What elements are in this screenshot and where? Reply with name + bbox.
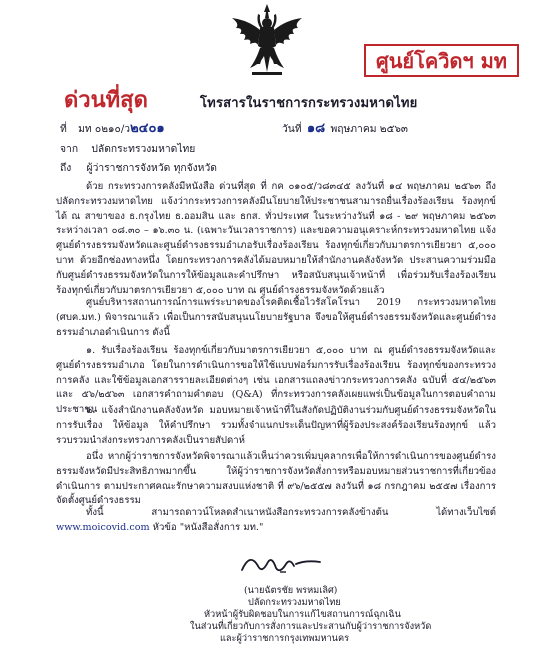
body-paragraph-4-text: ๒. แจ้งสำนักงานคลังจังหวัด มอบหมายเจ้าหน้าที่ในสังกัดปฏิบัติงานร่วมกับศูนย์ดำรงธรรมจังหวัดในการรับเรื่อง ให้ข้อมูล ให้คำปรึกษา รวมทั้งจำแนกประเด็นปัญหาที่ผู้ร้องประสงค์ร้องเรียนร้องทุกข์ แล้วรวบรวมนำส่งกระทรวงการคลังเป็นรายสัปดาห์ bbox=[56, 405, 496, 446]
doc-number-label: ที่ bbox=[60, 123, 67, 135]
to-value: ผู้ว่าราชการจังหวัด ทุกจังหวัด bbox=[86, 162, 217, 174]
signer-position: ปลัดกระทรวงมหาดไทย bbox=[248, 597, 341, 608]
document-title: โทรสารในราชการกระทรวงมหาดไทย bbox=[200, 96, 418, 111]
signer-role-1: หัวหน้าผู้รับผิดชอบในการแก้ไขสถานการณ์ฉุกเฉิน bbox=[204, 609, 401, 620]
body-paragraph-6-tail: หัวข้อ "หนังสือสั่งการ มท." bbox=[152, 521, 264, 533]
doc-number-handwritten: ๒๔๐๑ bbox=[130, 121, 165, 136]
website-link[interactable]: www.moicovid.com bbox=[56, 521, 150, 533]
body-paragraph-5-text: อนึ่ง หากผู้ว่าราชการจังหวัดพิจารณาแล้วเห็นว่าควรเพิ่มบุคลากรเพื่อให้การดำเนินการของศูนย์ดำรงธรรมจังหวัดมีประสิทธิภาพมากขึ้น ให้ผู้ว่าราชการจังหวัดสั่งการหรือมอบหมายส่วนราชการที่เกี่ยวข้องดำเนินการ ตามประกาศคณะรักษาความสงบแห่งชาติ ที่ ๙๖/๒๕๕๗ ลงวันที่ ๑๘ กรกฎาคม ๒๕๕๗ เรื่องการจัดตั้งศูนย์ดำรงธรรม bbox=[56, 451, 496, 507]
body-paragraph-1 bbox=[56, 180, 496, 298]
date-line bbox=[282, 121, 408, 137]
body-paragraph-6 bbox=[56, 506, 496, 536]
body-paragraph-6-text: ทั้งนี้ สามารถดาวน์โหลดสำเนาหนังสือกระทรวงการคลังข้างต้น ได้ทางเว็บไซต์ bbox=[86, 507, 496, 518]
garuda-emblem-icon bbox=[226, 2, 308, 84]
date-label: วันที่ bbox=[282, 123, 302, 135]
from-line bbox=[60, 141, 195, 157]
body-paragraph-4 bbox=[56, 404, 496, 448]
urgent-label: ด่วนที่สุด bbox=[64, 88, 148, 113]
signer-role-2: ในส่วนที่เกี่ยวกับการสั่งการและประสานกับผู้ว่าราชการจังหวัด bbox=[190, 621, 432, 632]
body-paragraph-5 bbox=[56, 450, 496, 509]
body-paragraph-2 bbox=[56, 296, 496, 340]
signer-name: (นายฉัตรชัย พรหมเลิศ) bbox=[244, 585, 338, 596]
from-label: จาก bbox=[60, 143, 79, 155]
date-rest: พฤษภาคม ๒๕๖๓ bbox=[330, 123, 408, 135]
doc-number-value: มท ๐๒๑๐/ว bbox=[78, 123, 131, 135]
from-value: ปลัดกระทรวงมหาดไทย bbox=[91, 143, 196, 155]
body-paragraph-1-text: ด้วย กระทรวงการคลังมีหนังสือ ด่วนที่สุด ที่ กค ๐๑๐๕/ว๘๓๔๕ ลงวันที่ ๑๔ พฤษภาคม ๒๕๖๓ ถึงปลัดกระทรวงมหาดไทย แจ้งว่ากระทรวงการคลังมีนโยบายให้ประชาชนสามารถยื่นเรื่องร้องเรียน ร้องทุกข์ได้ ณ สาขาของ ธ.กรุงไทย ธ.ออมสิน และ ธกส. ทั่วประเทศ ในระหว่างวันที่ ๑๘ - ๒๙ พฤษภาคม ๒๕๖๓ ระหว่างเวลา ๐๘.๓๐ – ๑๖.๓๐ น. (เฉพาะวันเวลาราชการ) และขอความอนุเคราะห์กระทรวงมหาดไทย แจ้งศูนย์ดำรงธรรมจังหวัดและศูนย์ดำรงธรรมอำเภอรับเรื่องร้องเรียน ร้องทุกข์เกี่ยวกับมาตรการเยียวยา ๕,๐๐๐ บาท ด้วยอีกช่องทางหนึ่ง โดยกระทรวงการคลังได้มอบหมายให้สำนักงานคลังจังหวัด ประสานความร่วมมือกับศูนย์ดำรงธรรมจังหวัดในการให้ข้อมูลและคำปรึกษา หรือสนับสนุนเจ้าหน้าที่ เพื่อร่วมรับเรื่องร้องเรียน ร้องทุกข์เกี่ยวกับมาตรการเยียวยา ๕,๐๐๐ บาท ณ ศูนย์ดำรงธรรมจังหวัดด้วยแล้ว bbox=[56, 181, 496, 296]
signature-icon bbox=[236, 548, 326, 580]
doc-number-line bbox=[60, 121, 165, 137]
signature-block bbox=[190, 585, 490, 645]
to-label: ถึง bbox=[60, 162, 72, 174]
body-paragraph-3-text: ๑. รับเรื่องร้องเรียน ร้องทุกข์เกี่ยวกับมาตรการเยียวยา ๕,๐๐๐ บาท ณ ศูนย์ดำรงธรรมจังหวัดและศูนย์ดำรงธรรมอำเภอ โดยในการดำเนินการขอให้ใช้แบบฟอร์มการรับเรื่องร้องเรียน ร้องทุกข์ของกระทรวงการคลัง และใช้ข้อมูลเอกสารรายละเอียดต่างๆ เช่น เอกสารแถลงข่าวกระทรวงการคลัง ฉบับที่ ๕๔/๒๕๖๓ และ ๕๖/๒๕๖๓ เอกสารคำถามคำตอบ (Q&A) ที่กระทรวงการคลังเผยแพร่เป็นข้อมูลในการตอบคำถามประชาชน bbox=[56, 345, 496, 416]
to-line bbox=[60, 160, 217, 176]
body-paragraph-2-text: ศูนย์บริหารสถานการณ์การแพร่ระบาดของโรคติดเชื้อไวรัสโคโรนา 2019 กระทรวงมหาดไทย (ศบค.มท.) พิจารณาแล้ว เพื่อเป็นการสนับสนุนนโยบายรัฐบาล จึงขอให้ศูนย์ดำรงธรรมจังหวัดและศูนย์ดำรงธรรมอำเภอดำเนินการ ดังนี้ bbox=[56, 297, 496, 338]
covid-center-stamp: ศูนย์โควิดฯ มท bbox=[364, 44, 519, 77]
date-day-handwritten: ๑๘ bbox=[306, 121, 326, 136]
signer-role-3: และผู้ว่าราชการกรุงเทพมหานคร bbox=[220, 633, 350, 644]
